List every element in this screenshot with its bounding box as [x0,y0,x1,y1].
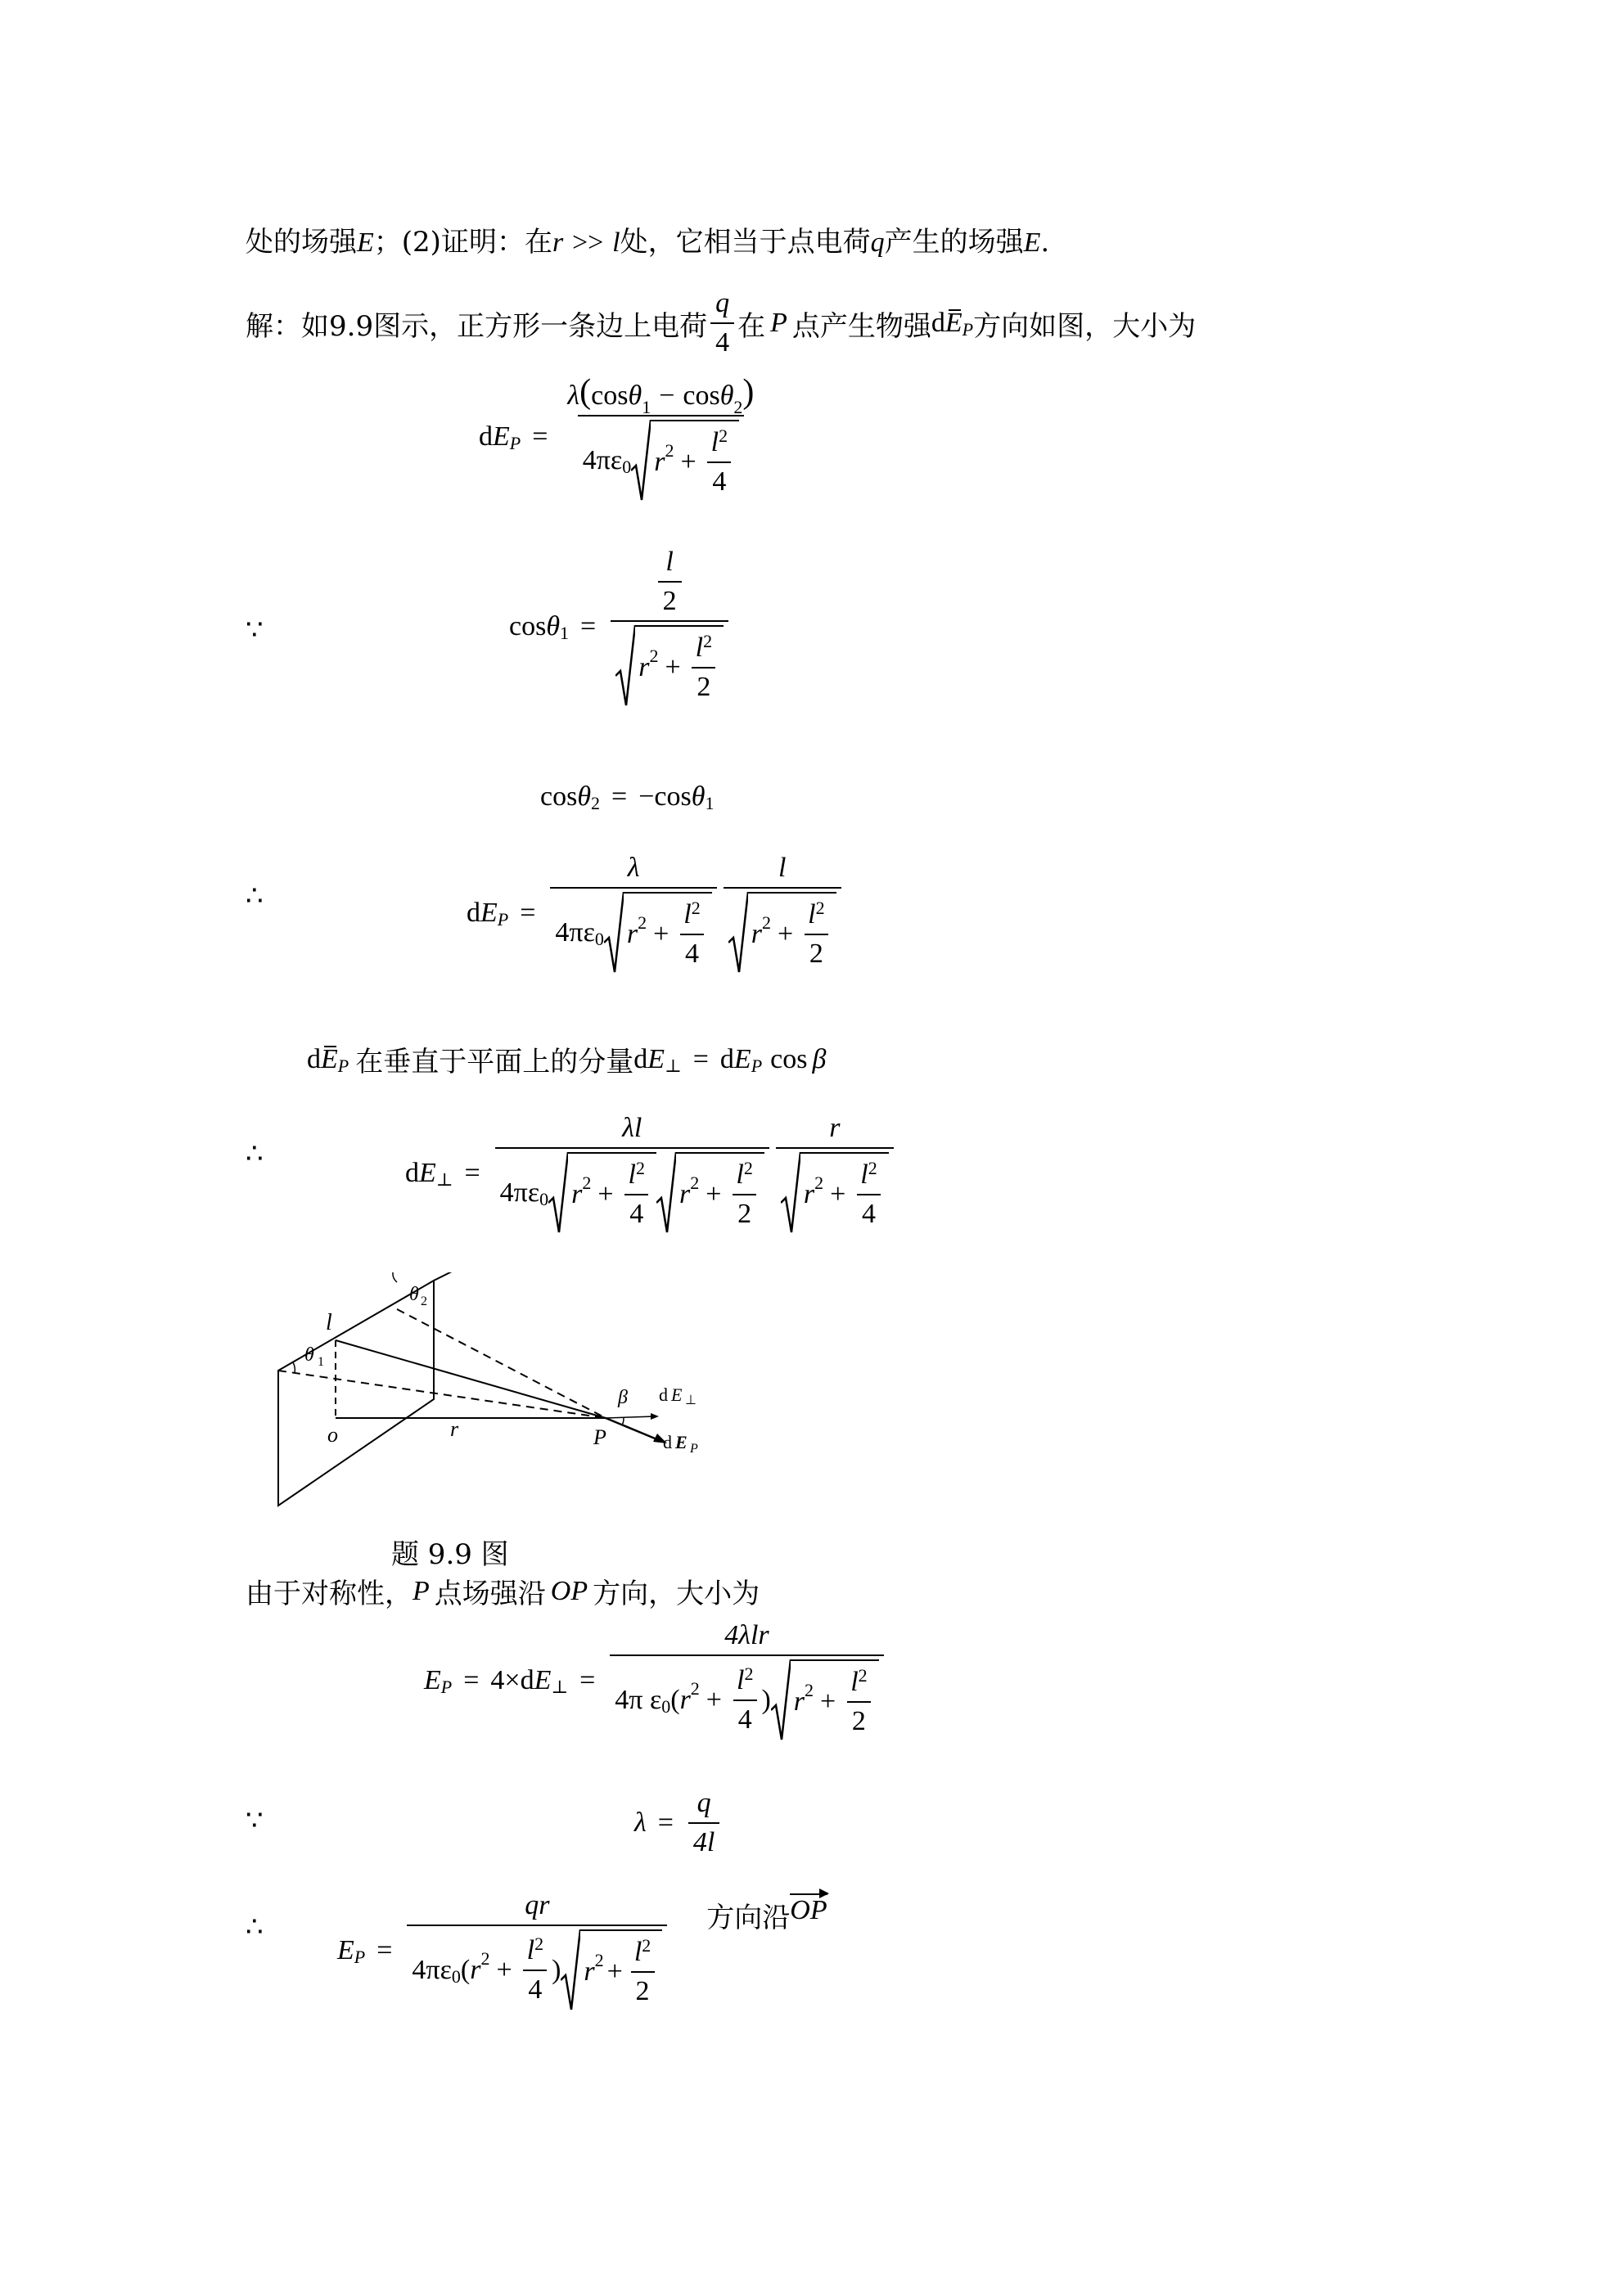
label-theta1-sub: 1 [318,1355,324,1369]
therefore-symbol: ∴ [246,1912,264,1943]
square-field-diagram [246,1272,737,1518]
sqrt-symbol: r 2 + l 2 4 [631,420,739,502]
therefore-symbol: ∴ [246,1139,264,1169]
equation-lambda: λ = $\frac{q}{4l}$ [634,1788,723,1858]
label-theta1: θ [304,1344,314,1366]
figure-caption: 题 9.9 图 [391,1538,509,1571]
label-r: r [450,1417,459,1441]
equation-cos-theta2: cos θ 2 = − cos θ 1 [540,781,715,813]
equation-dEp: d E P = λ ( cos θ 1 − cos θ 2 ) 4πε 0 r 2 + l 2 4 [479,372,762,502]
label-dEP-sub: P [690,1442,698,1456]
label-dEP-d: d [663,1432,672,1452]
because-symbol: ∵ [246,615,264,646]
label-dEperp-sub: ⊥ [685,1393,697,1407]
solution-intro-line: 解：如9.9图示，正方形一条边上电荷 $\frac{q}{4}$ 在 P 点产生物强 d E P 方向如图，大小为 [246,288,1197,358]
label-beta: β [618,1387,628,1408]
label-P: P [593,1425,606,1449]
equation-dEp-expanded: d E P = λ 4πε 0 r 2 + l 2 4 l r 2 + l 2 2 [467,853,845,974]
label-dEP-E: E [675,1432,688,1452]
because-symbol: ∵ [246,1806,264,1836]
symmetry-statement-line: 由于对称性， P 点场强沿 OP 方向，大小为 [246,1575,760,1610]
vector-OP: OP [790,1895,827,1925]
label-theta2: θ [409,1284,419,1305]
q-over-4-fraction: $\frac{q}{4}$ [710,288,734,358]
equation-cos-theta1: cos θ 1 = $\frac{l}{2}$ r 2 + l 2 2 [509,547,732,707]
label-o: o [327,1423,338,1447]
therefore-symbol: ∴ [246,881,264,912]
equation-Ep-final: E P = qr 4πε 0 ( r 2 + l 2 4 ) r 2 + l 2 2 方向沿 OP [337,1890,827,2011]
equation-Ep-sum: E P = 4 × d E ⊥ = 4λlr 4π ε 0 ( r 2 + l 2 4 ) r 2 + l 2 2 [424,1620,887,1741]
perpendicular-component-line: d E P 在垂直于平面上的分量 d E ⊥ = d E P cos β [307,1043,827,1078]
problem-statement-line: 处的场强E；(2)证明：在r >> l处，它相当于点电荷q产生的场强E. [246,226,1050,259]
label-dEperp-d: d [659,1384,668,1405]
square-plane [278,1281,434,1506]
equation-dE-perp: d E ⊥ = λl 4πε 0 r 2 + l 2 4 r 2 + l 2 2 r r 2 + l 2 4 [405,1113,897,1234]
label-dEperp-E: E [671,1384,683,1405]
label-l: l [326,1310,332,1335]
label-theta2-sub: 2 [421,1294,427,1308]
